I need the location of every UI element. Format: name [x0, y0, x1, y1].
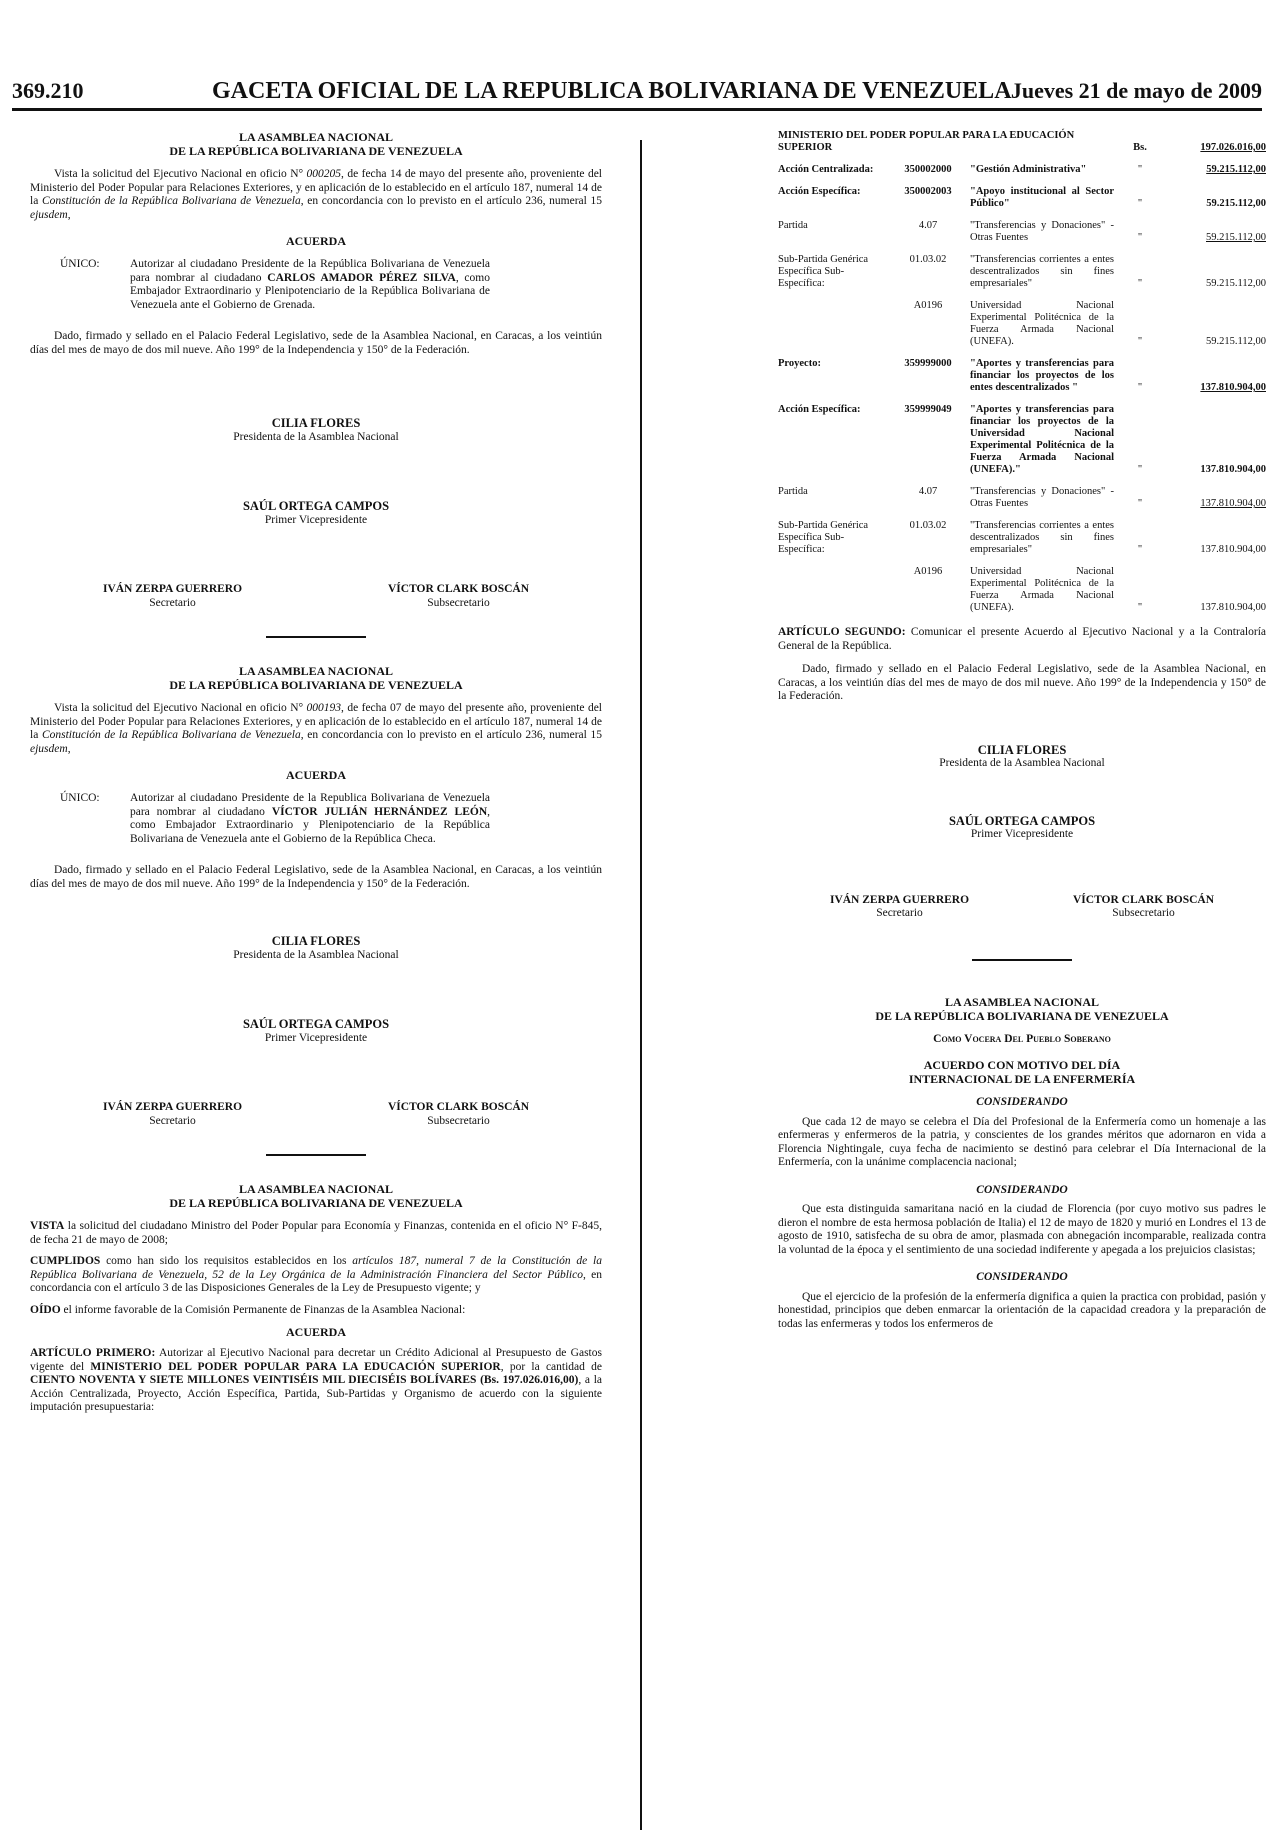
- a2-unico-text: Autorizar al ciudadano Presidente de la Republica Bolivariana de Venezuela para nombrar al ciudadano VÍCTOR JULIÁN HERNÁNDEZ LEÓN, como Embajador Extraordinario y Plenipotenciario de la República Bolivariana de Venezuela ante el Gobierno de la República Checa.: [130, 792, 490, 845]
- a4-paragraph-1: Que cada 12 de mayo se celebra el Día del Profesional de la Enfermería como un homenaje a las enfermeras y enfermeros de la patria, y conscientes de los grandes méritos que adornaron en vida a Florencia Nightingale, cuya fecha de nacimiento se destinó para celebrar el Día Internacional de la Enfermería, con la unánime complacencia nacional;: [778, 1115, 1266, 1168]
- a2-sig-subsecretario: VÍCTOR CLARK BOSCÁN Subsecretario: [388, 1101, 530, 1127]
- a4-paragraph-2: Que esta distinguida samaritana nació en la ciudad de Florencia (por cuyo motivo sus padres le dieron el nombre de esta hermosa población de Italia) el 12 de mayo de 1820 y murió en Londres el 13 de agosto de 1910, satisfecha de su obra de amor, plasmada con abnegación incomparable, realizada contra la voluntad de la época y el sentimiento de una sociedad indiferente y apegada a los prejuicios clasistas;: [778, 1203, 1266, 1256]
- budget-row-mark: ": [1137, 164, 1143, 175]
- a3-oido: OÍDO el informe favorable de la Comisión Permanente de Finanzas de la Asamblea Nacional:: [30, 1303, 466, 1316]
- a1-sig-president: CILIA FLORES Presidenta de la Asamblea Nacional: [233, 416, 399, 443]
- separator-2: [266, 1154, 366, 1156]
- budget-row-description: "Transferencias y Donaciones" -Otras Fuentes: [970, 486, 1114, 509]
- a1-heading2: DE LA REPÚBLICA BOLIVARIANA DE VENEZUELA: [169, 144, 463, 158]
- budget-row-label: Acción Centralizada:: [778, 164, 874, 175]
- budget-row-mark: ": [1137, 278, 1143, 289]
- budget-row-label: [778, 290, 886, 348]
- a4-heading1: LA ASAMBLEA NACIONAL: [944, 994, 1100, 1009]
- a1-dado: Dado, firmado y sellado en el Palacio Federal Legislativo, sede de la Asamblea Nacional, en Caracas, a los veintiún días del mes de mayo de dos mil nueve. Año 199° de la Independencia y 150° de la Federación.: [30, 330, 602, 356]
- budget-row-mark: ": [1137, 498, 1143, 509]
- r-sig-subsecretario: VÍCTOR CLARK BOSCÁN Subsecretario: [1073, 893, 1215, 919]
- budget-row: [778, 394, 1266, 476]
- budget-row-code: 359999000: [904, 358, 952, 369]
- budget-row-description: "Gestión Administrativa": [970, 164, 1087, 175]
- a1-sig-vicepresident: SAÚL ORTEGA CAMPOS Primer Vicepresidente: [242, 499, 390, 526]
- budget-row-code: A0196: [913, 566, 943, 577]
- budget-row-amount: 59.215.112,00: [1206, 232, 1266, 243]
- a2-unico-label: ÚNICO:: [60, 792, 100, 804]
- budget-row-mark: ": [1137, 198, 1143, 209]
- budget-row-label: Partida: [778, 220, 808, 231]
- budget-row-code: 359999049: [904, 404, 952, 415]
- budget-row-code: A0196: [913, 300, 943, 311]
- a4-acuerdo-line2: INTERNACIONAL DE LA ENFERMERÍA: [908, 1072, 1136, 1086]
- a1-unico-text: Autorizar al ciudadano Presidente de la República Bolivariana de Venezuela para nombrar al ciudadano CARLOS AMADOR PÉREZ SILVA, como Embajador Extraordinario y Plenipotenciario de la República Bolivariana de Venezuela ante el Gobierno de Grenada.: [130, 258, 490, 311]
- budget-row-description: "Transferencias corrientes a entes descentralizados sin fines empresariales": [970, 254, 1114, 289]
- issue-date: Jueves 21 de mayo de 2009: [1010, 78, 1262, 103]
- budget-row-amount: 59.215.112,00: [1206, 336, 1266, 347]
- budget-row-code: 01.03.02: [909, 520, 947, 531]
- budget-row: [778, 510, 1266, 556]
- budget-row-mark: ": [1137, 544, 1143, 555]
- budget-row-label: [778, 556, 886, 614]
- r-sig-secretaries: [778, 894, 1266, 921]
- a1-vista: Vista la solicitud del Ejecutivo Nacional en oficio N° 000205, de fecha 14 de mayo del presente año, proveniente del Ministerio del Poder Popular para Relaciones Exteriores, y en aplicación de lo establecido en el artículo 187, numeral 14 de la Constitución de la República Bolivariana de Venezuela, en concordancia con lo previsto en el artículo 236, numeral 15 ejusdem,: [30, 168, 603, 221]
- a3-heading1: LA ASAMBLEA NACIONAL: [238, 1182, 394, 1196]
- a3-cumplidos: CUMPLIDOS como han sido los requisitos establecidos en los artículos 187, numeral 7 de la Constitución de la República Bolivariana de Venezuela, 52 de la Ley Orgánica de la Administración Financiera del Sector Público, en concordancia con el artículo 3 de las Disposiciones Generales de la Ley de Presupuesto vigente; y: [30, 1255, 603, 1294]
- budget-row-code: 350002000: [904, 164, 952, 175]
- r-sig-president: CILIA FLORES Presidenta de la Asamblea Nacional: [939, 742, 1105, 769]
- budget-currency: Bs.: [1133, 142, 1147, 153]
- a2-dado: Dado, firmado y sellado en el Palacio Federal Legislativo, sede de la Asamblea Nacional, en Caracas, a los veintiún días del mes de mayo de dos mil nueve. Año 199° de la Independencia y 150° de la Federación.: [30, 864, 602, 890]
- left-column: [30, 130, 602, 1415]
- a4-considerando-1: CONSIDERANDO: [976, 1096, 1068, 1108]
- budget-row-amount: 59.215.112,00: [1206, 164, 1266, 175]
- a1-unico-label: ÚNICO:: [60, 258, 100, 270]
- a3-acuerda: ACUERDA: [286, 1325, 346, 1339]
- a2-vista: Vista la solicitud del Ejecutivo Nacional en oficio N° 000193, de fecha 07 de mayo del presente año, proveniente del Ministerio del Poder Popular para Relaciones Exteriores, y en aplicación de lo establecido en el artículo 187, numeral 14 de la Constitución de la República Bolivariana de Venezuela, en concordancia con lo previsto en el artículo 236, numeral 15 ejusdem,: [30, 702, 603, 755]
- a4-heading2: DE LA REPÚBLICA BOLIVARIANA DE VENEZUELA: [875, 1008, 1169, 1023]
- budget-row-description: Universidad Nacional Experimental Politécnica de la Fuerza Armada Nacional (UNEFA).: [970, 566, 1114, 613]
- budget-row: [778, 176, 1266, 210]
- budget-row-code: 01.03.02: [909, 254, 947, 265]
- header-rule: [12, 108, 1262, 111]
- budget-row-label: Acción Específica:: [778, 404, 861, 415]
- budget-row-amount: 59.215.112,00: [1206, 198, 1266, 209]
- column-divider: [640, 140, 642, 1830]
- budget-row: [778, 290, 1266, 348]
- articulo-segundo: ARTÍCULO SEGUNDO: Comunicar el presente Acuerdo al Ejecutivo Nacional y a la Contraloría General de la República.: [778, 626, 1267, 652]
- a2-sig-secretario: IVÁN ZERPA GUERRERO Secretario: [102, 1101, 243, 1127]
- a1-unico: [30, 258, 602, 312]
- a2-sig-secretaries: [30, 1101, 602, 1128]
- budget-table: [778, 130, 1266, 614]
- budget-row-code: 350002003: [904, 186, 952, 197]
- budget-row-code: 4.07: [918, 220, 938, 231]
- separator-3: [972, 959, 1072, 961]
- a1-sig-secretario: IVÁN ZERPA GUERRERO Secretario: [102, 583, 243, 609]
- budget-ministry: MINISTERIO DEL PODER POPULAR PARA LA EDUCACIÓN SUPERIOR: [778, 130, 1075, 153]
- a4-paragraph-3: Que el ejercicio de la profesión de la enfermería dignifica a quien la practica con probidad, pasión y honestidad, principios que deben enmarcar la orientación de la capacidad creadora y la preparación de todas las enfermeras y todos los enfermeros de: [778, 1290, 1266, 1330]
- a3-vista: VISTA la solicitud del ciudadano Ministro del Poder Popular para Economía y Finanzas, contenida en el oficio N° F-845, de fecha 21 de mayo de 2008;: [30, 1220, 602, 1246]
- budget-row: [778, 244, 1266, 290]
- budget-row: [778, 556, 1266, 614]
- budget-row-label: Acción Específica:: [778, 186, 861, 197]
- a3-heading2: DE LA REPÚBLICA BOLIVARIANA DE VENEZUELA: [169, 1196, 463, 1210]
- r-sig-secretario: IVÁN ZERPA GUERRERO Secretario: [829, 893, 970, 919]
- a2-unico: [30, 792, 602, 846]
- budget-row-description: "Apoyo institucional al Sector Público": [970, 186, 1114, 209]
- budget-row-mark: ": [1137, 232, 1143, 243]
- budget-row-amount: 137.810.904,00: [1200, 602, 1266, 613]
- budget-total: 197.026.016,00: [1200, 142, 1266, 153]
- a2-acuerda: ACUERDA: [286, 768, 346, 782]
- budget-row-description: "Transferencias corrientes a entes descentralizados sin fines empresariales": [970, 520, 1114, 555]
- budget-row-amount: 137.810.904,00: [1200, 544, 1266, 555]
- a4-vocera: Como Vocera Del Pueblo Soberano: [933, 1032, 1111, 1045]
- a3-articulo-primero: ARTÍCULO PRIMERO: Autorizar al Ejecutivo Nacional para decretar un Crédito Adicional al Presupuesto de Gastos vigente del MINISTERIO DEL PODER POPULAR PARA LA EDUCACIÓN SUPERIOR, por la cantidad de CIENTO NOVENTA Y SIETE MILLONES VEINTISÉIS MIL DIECISÉIS BOLÍVARES (Bs. 197.026.016,00), a la Acción Centralizada, Proyecto, Acción Específica, Partida, Sub-Partidas y Organismo de acuerdo con la siguiente imputación presupuestaria:: [30, 1347, 603, 1413]
- a1-acuerda: ACUERDA: [286, 234, 346, 248]
- budget-row-amount: 137.810.904,00: [1200, 382, 1266, 393]
- a4-acuerdo-line1: ACUERDO CON MOTIVO DEL DÍA: [923, 1058, 1121, 1072]
- a1-heading1: LA ASAMBLEA NACIONAL: [238, 130, 394, 144]
- a4-considerando-3: CONSIDERANDO: [976, 1271, 1068, 1283]
- budget-row-mark: ": [1137, 602, 1143, 613]
- right-column: [778, 130, 1266, 1331]
- separator-1: [266, 636, 366, 638]
- budget-row-mark: ": [1137, 464, 1143, 475]
- budget-row-label: Partida: [778, 486, 808, 497]
- budget-row: [778, 348, 1266, 394]
- budget-row: [778, 210, 1266, 244]
- budget-row-label: Proyecto:: [778, 358, 821, 369]
- budget-row-amount: 137.810.904,00: [1200, 464, 1266, 475]
- gazette-title: GACETA OFICIAL DE LA REPUBLICA BOLIVARIANA DE VENEZUELA: [212, 78, 1012, 104]
- budget-row-code: 4.07: [918, 486, 938, 497]
- budget-row: [778, 154, 1266, 176]
- page-number: 369.210: [12, 78, 84, 103]
- budget-row-amount: 137.810.904,00: [1200, 498, 1266, 509]
- a1-sig-secretaries: [30, 583, 602, 610]
- r-sig-vicepresident: SAÚL ORTEGA CAMPOS Primer Vicepresidente: [948, 813, 1096, 840]
- budget-row-mark: ": [1137, 382, 1143, 393]
- budget-row-description: Universidad Nacional Experimental Politécnica de la Fuerza Armada Nacional (UNEFA).: [970, 300, 1114, 347]
- budget-row-description: "Aportes y transferencias para financiar los proyectos de los entes descentralizados ": [970, 358, 1114, 393]
- a2-heading2: DE LA REPÚBLICA BOLIVARIANA DE VENEZUELA: [169, 678, 463, 692]
- budget-row-label: Sub-Partida Genérica Específica Sub-Específica:: [778, 520, 869, 555]
- page-header: [12, 78, 1262, 108]
- budget-row-amount: 59.215.112,00: [1206, 278, 1266, 289]
- budget-ministry-row: [778, 130, 1266, 154]
- a2-sig-vicepresident: SAÚL ORTEGA CAMPOS Primer Vicepresidente: [242, 1017, 390, 1044]
- budget-row: [778, 476, 1266, 510]
- a1-sig-subsecretario: VÍCTOR CLARK BOSCÁN Subsecretario: [388, 583, 530, 609]
- a4-considerando-2: CONSIDERANDO: [976, 1183, 1068, 1196]
- budget-row-description: "Aportes y transferencias para financiar los proyectos de la Universidad Nacional Experimental Politécnica de la Fuerza Armada Nacional (UNEFA).": [970, 404, 1114, 475]
- a2-sig-president: CILIA FLORES Presidenta de la Asamblea Nacional: [233, 934, 399, 961]
- r-dado: Dado, firmado y sellado en el Palacio Federal Legislativo, sede de la Asamblea Nacional, en Caracas, a los veintiún días del mes de mayo de dos mil nueve. Año 199° de la Independencia y 150° de la Federación.: [778, 663, 1266, 702]
- budget-row-mark: ": [1137, 336, 1143, 347]
- a2-heading1: LA ASAMBLEA NACIONAL: [238, 664, 394, 678]
- budget-row-label: Sub-Partida Genérica Específica Sub-Específica:: [778, 254, 869, 289]
- budget-row-description: "Transferencias y Donaciones" -Otras Fuentes: [970, 220, 1114, 243]
